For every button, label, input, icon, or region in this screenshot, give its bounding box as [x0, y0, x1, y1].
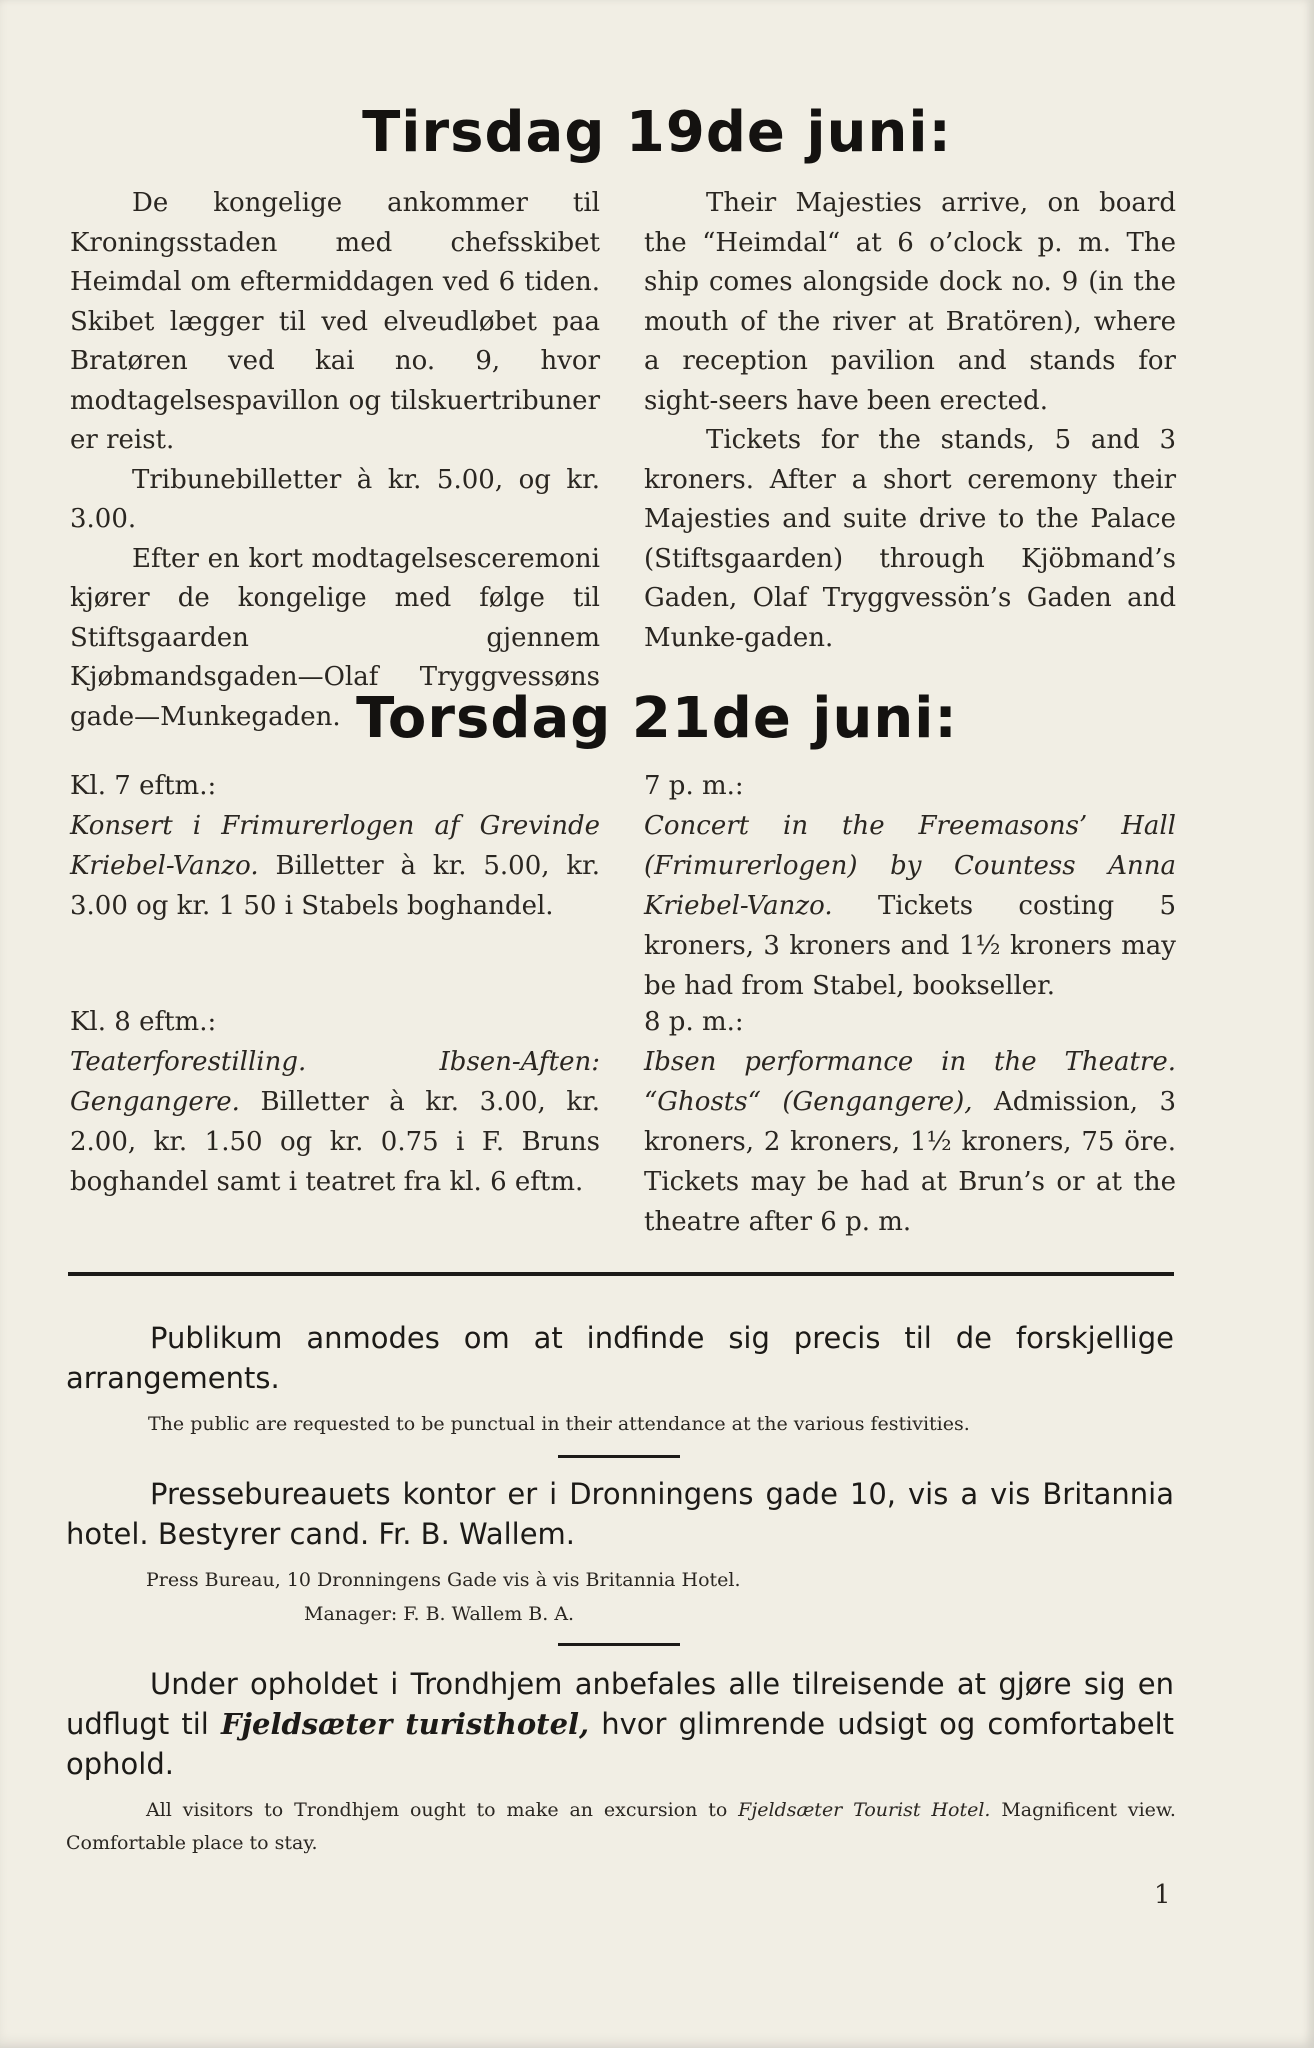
notice-punctual-no	[66, 1318, 1174, 1398]
tuesday-norwegian	[70, 184, 600, 737]
event-description	[70, 806, 600, 926]
event-time: 8 p. m.:	[644, 1007, 744, 1037]
notice-press-no	[66, 1474, 1174, 1554]
notice-press-en-line1: Press Bureau, 10 Dronningens Gade vis à vis Britannia Hotel.	[146, 1569, 741, 1591]
tuesday-no-p3: Efter en kort modtagelsesceremoni kjører de kongelige med følge til Stiftsgaarden gjennem Kjøbmandsgaden—Olaf Tryggvessøns gade—Munkegaden.	[70, 543, 600, 732]
event-title: Teaterforestilling. Ibsen-Aften: Gengangere.	[70, 1047, 600, 1117]
thursday-no-event-1	[70, 766, 600, 926]
section-divider	[68, 1272, 1174, 1276]
tuesday-english	[644, 184, 1176, 658]
tuesday-en-p2: Tickets for the stands, 5 and 3 kroners. After a short ceremony their Majesties and suite drive to the Palace (Stiftsgaarden) through Kjöbmand’s Gaden, Olaf Tryggvessön’s Gaden and Munke-gaden.	[644, 425, 1176, 653]
notice-excursion-no	[66, 1664, 1174, 1784]
event-time: Kl. 8 eftm.:	[70, 1007, 217, 1037]
page-number: 1	[1154, 1880, 1171, 1910]
heading-tuesday: Tirsdag 19de juni:	[362, 100, 952, 165]
notice-text: Publikum anmodes om at indfinde sig precis til de forskjellige arrangements.	[66, 1321, 1174, 1395]
event-title: Konsert i Frimurerlogen af Grevinde Kriebel-Vanzo.	[70, 811, 600, 881]
short-divider	[558, 1455, 680, 1458]
event-title: Ibsen performance in the Theatre. “Ghosts“ (Gengangere),	[644, 1047, 1176, 1117]
short-divider	[558, 1643, 680, 1646]
event-details: Tickets costing 5 kroners, 3 kroners and 1½ kroners may be had from Stabel, bookseller.	[644, 891, 1177, 1001]
excursion-en-after: Magnificent view. Comfortable place to stay.	[66, 1799, 1176, 1854]
thursday-en-event-1	[644, 766, 1176, 1006]
event-time: 7 p. m.:	[644, 771, 744, 801]
thursday-en-event-2	[644, 1002, 1176, 1242]
excursion-text-before: Under opholdet i Trondhjem anbefales alle tilreisende at gjøre sig en udflugt til	[66, 1667, 1174, 1741]
heading-thursday: Torsdag 21de juni:	[356, 686, 958, 751]
event-time: Kl. 7 eftm.:	[70, 771, 217, 801]
excursion-text-after: hvor glimrende udsigt og comfortabelt ophold.	[66, 1707, 1175, 1781]
event-details: Admission, 3 kroners, 2 kroners, 1½ kroners, 75 öre. Tickets may be had at Brun’s or at the theatre after 6 p. m.	[644, 1087, 1176, 1237]
tuesday-en-p1: Their Majesties arrive, on board the “Heimdal“ at 6 o’clock p. m. The ship comes alongside dock no. 9 (in the mouth of the river at Bratören), where a reception pavilion and stands for sight-seers have been erected.	[644, 188, 1176, 416]
notice-press-en-line2: Manager: F. B. Wallem B. A.	[304, 1603, 575, 1625]
notice-punctual-en: The public are requested to be punctual in their attendance at the various festivities.	[148, 1413, 970, 1435]
notice-text	[66, 1664, 1174, 1784]
tuesday-no-p1: De kongelige ankommer til Kroningsstaden med chefsskibet Heimdal om eftermiddagen ved 6 tiden. Skibet lægger til ved elveudløbet paa Bratøren ved kai no. 9, hvor modtagelsespavillon og tilskuertribuner er reist.	[70, 188, 600, 455]
excursion-en-before: All visitors to Trondhjem ought to make an excursion to	[146, 1799, 728, 1821]
notice-text: Pressebureauets kontor er i Dronningens gade 10, vis a vis Britannia hotel. Bestyrer cand. Fr. B. Wallem.	[66, 1477, 1174, 1551]
thursday-no-event-2	[70, 1002, 600, 1202]
event-description	[644, 1042, 1176, 1242]
hotel-name: Fjeldsæter turisthotel,	[220, 1707, 590, 1741]
event-description	[70, 1042, 600, 1202]
notice-excursion-en	[66, 1794, 1176, 1860]
event-title: Concert in the Freemasons’ Hall (Frimurerlogen) by Countess Anna Kriebel-Vanzo.	[644, 811, 1176, 921]
event-details: Billetter à kr. 3.00, kr. 2.00, kr. 1.50 og kr. 0.75 i F. Bruns boghandel samt i teatret fra kl. 6 eftm.	[70, 1087, 600, 1197]
event-description	[644, 806, 1176, 1006]
hotel-name-en: Fjeldsæter Tourist Hotel.	[738, 1799, 991, 1821]
event-details: Billetter à kr. 5.00, kr. 3.00 og kr. 1 50 i Stabels boghandel.	[70, 851, 600, 921]
tuesday-no-p2: Tribunebilletter à kr. 5.00, og kr. 3.00.	[70, 464, 600, 534]
